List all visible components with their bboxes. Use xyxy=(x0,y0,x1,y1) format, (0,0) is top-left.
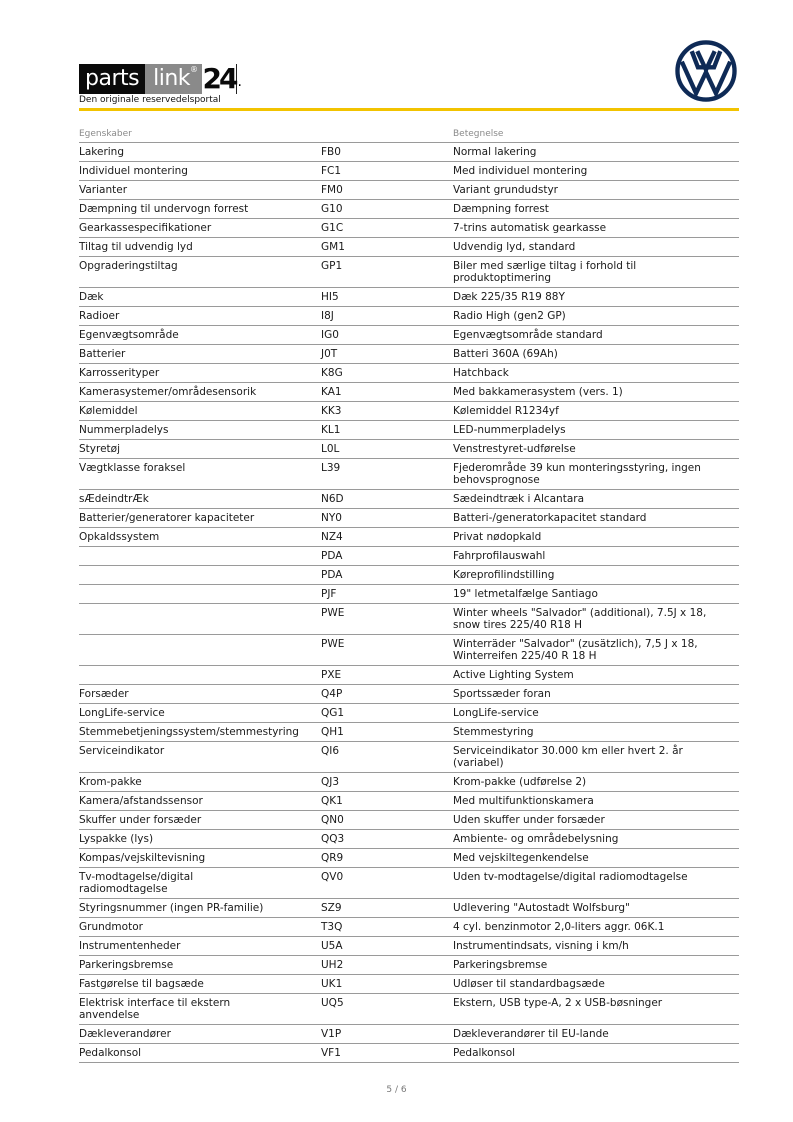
code-cell: FM0 xyxy=(321,181,453,200)
table-row xyxy=(79,288,739,307)
property-cell: Kamerasystemer/områdesensorik xyxy=(79,383,321,402)
property-cell: Krom-pakke xyxy=(79,773,321,792)
table-row xyxy=(79,604,739,635)
property-cell: Egenvægtsområde xyxy=(79,326,321,345)
description-cell: Udløser til standardbagsæde xyxy=(453,975,739,994)
table-row xyxy=(79,937,739,956)
property-cell: Skuffer under forsæder xyxy=(79,811,321,830)
table-row xyxy=(79,219,739,238)
table-row xyxy=(79,238,739,257)
table-row xyxy=(79,528,739,547)
description-cell: 7-trins automatisk gearkasse xyxy=(453,219,739,238)
logo-24: 24 xyxy=(202,62,236,95)
description-cell: Winterräder "Salvador" (zusätzlich), 7,5 J x 18, Winterreifen 225/40 R 18 H xyxy=(453,635,739,666)
table-row xyxy=(79,899,739,918)
table-row xyxy=(79,811,739,830)
logo-link xyxy=(145,64,201,94)
table-row xyxy=(79,143,739,162)
property-cell xyxy=(79,547,321,566)
description-cell: Udlevering "Autostadt Wolfsburg" xyxy=(453,899,739,918)
code-cell: UH2 xyxy=(321,956,453,975)
logo-link-text: link xyxy=(153,66,191,91)
property-cell: Elektrisk interface til ekstern anvendelse xyxy=(79,994,321,1025)
description-cell: Udvendig lyd, standard xyxy=(453,238,739,257)
table-row xyxy=(79,635,739,666)
table-row xyxy=(79,421,739,440)
code-cell: UK1 xyxy=(321,975,453,994)
description-cell: Køreprofilindstilling xyxy=(453,566,739,585)
property-cell: Pedalkonsol xyxy=(79,1044,321,1063)
table-row xyxy=(79,585,739,604)
code-cell: FB0 xyxy=(321,143,453,162)
property-cell: Varianter xyxy=(79,181,321,200)
description-cell: Med multifunktionskamera xyxy=(453,792,739,811)
property-cell: Lyspakke (lys) xyxy=(79,830,321,849)
table-row xyxy=(79,200,739,219)
description-cell: 4 cyl. benzinmotor 2,0-liters aggr. 06K.1 xyxy=(453,918,739,937)
code-cell: KL1 xyxy=(321,421,453,440)
property-cell: Dæk xyxy=(79,288,321,307)
partslink24-logo xyxy=(79,64,242,94)
logo-parts: parts xyxy=(79,64,145,94)
property-cell: Kompas/vejskiltevisning xyxy=(79,849,321,868)
table-row xyxy=(79,326,739,345)
description-cell: Dækleverandører til EU-lande xyxy=(453,1025,739,1044)
description-cell: Normal lakering xyxy=(453,143,739,162)
code-cell: UQ5 xyxy=(321,994,453,1025)
description-cell: Fahrprofilauswahl xyxy=(453,547,739,566)
description-cell: Med individuel montering xyxy=(453,162,739,181)
table-row xyxy=(79,1044,739,1063)
logo-registered: ® xyxy=(190,65,198,74)
property-cell: Karrosserityper xyxy=(79,364,321,383)
description-cell: Parkeringsbremse xyxy=(453,956,739,975)
vw-logo-icon xyxy=(675,40,737,102)
description-cell: Instrumentindsats, visning i km/h xyxy=(453,937,739,956)
code-cell: K8G xyxy=(321,364,453,383)
property-cell: Vægtklasse foraksel xyxy=(79,459,321,490)
code-cell: G1C xyxy=(321,219,453,238)
table-row xyxy=(79,704,739,723)
table-row xyxy=(79,509,739,528)
header-accent-bar xyxy=(79,108,739,111)
table-row xyxy=(79,773,739,792)
code-cell: KA1 xyxy=(321,383,453,402)
code-cell: U5A xyxy=(321,937,453,956)
property-cell: Gearkassespecifikationer xyxy=(79,219,321,238)
property-cell: Styringsnummer (ingen PR-familie) xyxy=(79,899,321,918)
property-cell xyxy=(79,635,321,666)
code-cell: FC1 xyxy=(321,162,453,181)
table-row xyxy=(79,547,739,566)
property-cell: Stemmebetjeningssystem/stemmestyring xyxy=(79,723,321,742)
table-row xyxy=(79,364,739,383)
description-cell: Stemmestyring xyxy=(453,723,739,742)
code-cell: G10 xyxy=(321,200,453,219)
table-row xyxy=(79,994,739,1025)
property-cell: Opgraderingstiltag xyxy=(79,257,321,288)
property-cell: Individuel montering xyxy=(79,162,321,181)
table-row xyxy=(79,307,739,326)
property-cell: Serviceindikator xyxy=(79,742,321,773)
description-cell: Uden skuffer under forsæder xyxy=(453,811,739,830)
code-cell: GP1 xyxy=(321,257,453,288)
property-cell: Radioer xyxy=(79,307,321,326)
property-cell: Kamera/afstandssensor xyxy=(79,792,321,811)
code-cell: SZ9 xyxy=(321,899,453,918)
code-cell: PWE xyxy=(321,604,453,635)
table-row xyxy=(79,566,739,585)
description-cell: Kølemiddel R1234yf xyxy=(453,402,739,421)
property-cell: Tiltag til udvendig lyd xyxy=(79,238,321,257)
description-cell: Active Lighting System xyxy=(453,666,739,685)
table-row xyxy=(79,383,739,402)
description-cell: 19" letmetalfælge Santiago xyxy=(453,585,739,604)
property-cell: Dæmpning til undervogn forrest xyxy=(79,200,321,219)
table-row xyxy=(79,868,739,899)
code-cell: QK1 xyxy=(321,792,453,811)
code-cell: QJ3 xyxy=(321,773,453,792)
code-cell: T3Q xyxy=(321,918,453,937)
code-cell: NY0 xyxy=(321,509,453,528)
property-cell: LongLife-service xyxy=(79,704,321,723)
code-cell: PDA xyxy=(321,547,453,566)
description-cell: Sædeindtræk i Alcantara xyxy=(453,490,739,509)
table-row xyxy=(79,685,739,704)
code-cell: PWE xyxy=(321,635,453,666)
property-cell: Forsæder xyxy=(79,685,321,704)
header-betegnelse: Betegnelse xyxy=(453,125,739,143)
code-cell: QV0 xyxy=(321,868,453,899)
code-cell: PDA xyxy=(321,566,453,585)
description-cell: Winter wheels "Salvador" (additional), 7.5J x 18, snow tires 225/40 R18 H xyxy=(453,604,739,635)
description-cell: Radio High (gen2 GP) xyxy=(453,307,739,326)
description-cell: Egenvægtsområde standard xyxy=(453,326,739,345)
description-cell: Serviceindikator 30.000 km eller hvert 2. år (variabel) xyxy=(453,742,739,773)
code-cell: L39 xyxy=(321,459,453,490)
table-row xyxy=(79,975,739,994)
property-cell: Dækleverandører xyxy=(79,1025,321,1044)
code-cell: VF1 xyxy=(321,1044,453,1063)
description-cell: Privat nødopkald xyxy=(453,528,739,547)
description-cell: LED-nummerpladelys xyxy=(453,421,739,440)
property-cell: Styretøj xyxy=(79,440,321,459)
description-cell: Batteri 360A (69Ah) xyxy=(453,345,739,364)
description-cell: Krom-pakke (udførelse 2) xyxy=(453,773,739,792)
property-cell: Kølemiddel xyxy=(79,402,321,421)
property-cell: Parkeringsbremse xyxy=(79,956,321,975)
table-row xyxy=(79,918,739,937)
property-cell xyxy=(79,666,321,685)
table-row xyxy=(79,181,739,200)
code-cell: QN0 xyxy=(321,811,453,830)
table-row xyxy=(79,459,739,490)
table-row xyxy=(79,162,739,181)
description-cell: Dæk 225/35 R19 88Y xyxy=(453,288,739,307)
description-cell: Uden tv-modtagelse/digital radiomodtagelse xyxy=(453,868,739,899)
table-row xyxy=(79,742,739,773)
table-row xyxy=(79,257,739,288)
code-cell: PXE xyxy=(321,666,453,685)
description-cell: Venstrestyret-udførelse xyxy=(453,440,739,459)
property-cell: sÆdeindtrÆk xyxy=(79,490,321,509)
code-cell: IG0 xyxy=(321,326,453,345)
table-row xyxy=(79,792,739,811)
code-cell: HI5 xyxy=(321,288,453,307)
code-cell: V1P xyxy=(321,1025,453,1044)
property-cell: Opkaldssystem xyxy=(79,528,321,547)
property-cell: Batterier/generatorer kapaciteter xyxy=(79,509,321,528)
header-code xyxy=(321,125,453,143)
table-row xyxy=(79,440,739,459)
code-cell: J0T xyxy=(321,345,453,364)
code-cell: QQ3 xyxy=(321,830,453,849)
table-row xyxy=(79,402,739,421)
properties-table xyxy=(79,125,739,1063)
code-cell: GM1 xyxy=(321,238,453,257)
description-cell: Fjederområde 39 kun monteringsstyring, ingen behovsprognose xyxy=(453,459,739,490)
table-body xyxy=(79,143,739,1063)
table-row xyxy=(79,849,739,868)
description-cell: Med vejskiltegenkendelse xyxy=(453,849,739,868)
property-cell: Grundmotor xyxy=(79,918,321,937)
code-cell: QR9 xyxy=(321,849,453,868)
logo-dot: . xyxy=(237,74,242,90)
code-cell: NZ4 xyxy=(321,528,453,547)
description-cell: Ambiente- og områdebelysning xyxy=(453,830,739,849)
description-cell: LongLife-service xyxy=(453,704,739,723)
code-cell: I8J xyxy=(321,307,453,326)
property-cell xyxy=(79,585,321,604)
description-cell: Hatchback xyxy=(453,364,739,383)
description-cell: Dæmpning forrest xyxy=(453,200,739,219)
code-cell: QI6 xyxy=(321,742,453,773)
property-cell: Batterier xyxy=(79,345,321,364)
table-row xyxy=(79,666,739,685)
table-row xyxy=(79,830,739,849)
table-row xyxy=(79,345,739,364)
table-row xyxy=(79,956,739,975)
description-cell: Sportssæder foran xyxy=(453,685,739,704)
property-cell: Fastgørelse til bagsæde xyxy=(79,975,321,994)
table-row xyxy=(79,1025,739,1044)
table-row xyxy=(79,723,739,742)
code-cell: PJF xyxy=(321,585,453,604)
description-cell: Ekstern, USB type-A, 2 x USB-bøsninger xyxy=(453,994,739,1025)
code-cell: Q4P xyxy=(321,685,453,704)
description-cell: Pedalkonsol xyxy=(453,1044,739,1063)
table-header-row xyxy=(79,125,739,143)
property-cell xyxy=(79,566,321,585)
description-cell: Batteri-/generatorkapacitet standard xyxy=(453,509,739,528)
table-row xyxy=(79,490,739,509)
description-cell: Biler med særlige tiltag i forhold til produktoptimering xyxy=(453,257,739,288)
property-cell: Nummerpladelys xyxy=(79,421,321,440)
property-cell xyxy=(79,604,321,635)
page-number: 5 / 6 xyxy=(386,1085,407,1095)
header-egenskaber: Egenskaber xyxy=(79,125,321,143)
description-cell: Variant grundudstyr xyxy=(453,181,739,200)
description-cell: Med bakkamerasystem (vers. 1) xyxy=(453,383,739,402)
code-cell: L0L xyxy=(321,440,453,459)
code-cell: QG1 xyxy=(321,704,453,723)
property-cell: Instrumentenheder xyxy=(79,937,321,956)
property-cell: Tv-modtagelse/digital radiomodtagelse xyxy=(79,868,321,899)
tagline: Den originale reservedelsportal xyxy=(79,95,221,105)
property-cell: Lakering xyxy=(79,143,321,162)
code-cell: KK3 xyxy=(321,402,453,421)
code-cell: N6D xyxy=(321,490,453,509)
code-cell: QH1 xyxy=(321,723,453,742)
